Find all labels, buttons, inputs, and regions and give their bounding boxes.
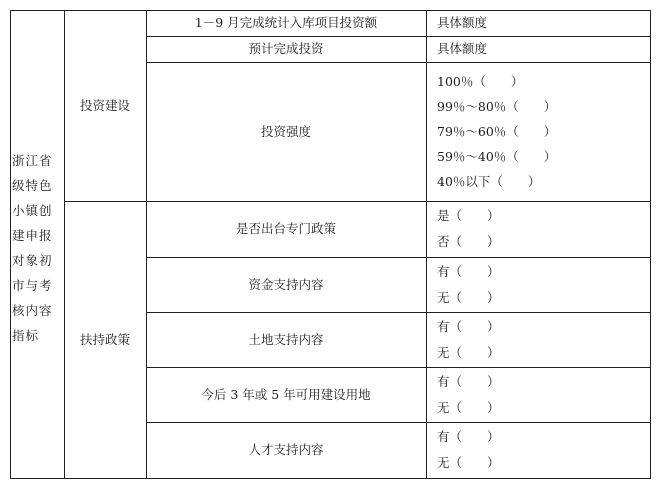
item-option: 99％～80％（ ） — [437, 99, 557, 114]
row-divider — [146, 422, 651, 423]
item-label: 1－9 月完成统计入库项目投资额 — [194, 15, 378, 30]
item-label: 今后 3 年或 5 年可用建设用地 — [201, 387, 371, 402]
item-option: 无（ ） — [437, 290, 500, 305]
item-label: 土地支持内容 — [248, 332, 324, 347]
item-option: 有（ ） — [437, 429, 500, 444]
row-divider — [146, 367, 651, 368]
item-option: 100％（ ） — [437, 74, 524, 89]
item-label: 预计完成投资 — [248, 41, 324, 56]
item-label: 是否出台专门政策 — [235, 221, 337, 236]
row-divider — [146, 257, 651, 258]
column-divider — [426, 10, 427, 479]
item-label: 人才支持内容 — [248, 442, 324, 457]
group-label-policy: 扶持政策 — [79, 332, 131, 347]
item-option: 59％～40％（ ） — [437, 149, 557, 164]
item-option: 79％～60％（ ） — [437, 124, 557, 139]
item-label: 资金支持内容 — [248, 277, 324, 292]
row-divider — [146, 36, 651, 37]
row-divider — [146, 62, 651, 63]
table-border-right — [650, 10, 651, 479]
table-border-left — [10, 10, 11, 479]
column-divider — [64, 10, 65, 479]
item-option: 否（ ） — [437, 234, 500, 249]
table-border-top — [10, 10, 651, 11]
item-option: 有（ ） — [437, 319, 500, 334]
table-border-bottom — [10, 478, 651, 479]
item-option: 40％以下（ ） — [437, 174, 541, 189]
group-label-investment: 投资建设 — [79, 98, 131, 113]
item-option: 无（ ） — [437, 345, 500, 360]
item-option: 具体额度 — [437, 15, 488, 30]
item-option: 无（ ） — [437, 400, 500, 415]
item-option: 具体额度 — [437, 41, 488, 56]
item-option: 是（ ） — [437, 208, 500, 223]
item-label: 投资强度 — [260, 124, 312, 139]
item-option: 无（ ） — [437, 455, 500, 470]
item-option: 有（ ） — [437, 264, 500, 279]
row-header-label: 浙江省级特色小镇创建申报对象初市与考核内容指标 — [12, 153, 53, 343]
row-divider — [146, 312, 651, 313]
group-divider — [64, 201, 651, 202]
column-divider — [146, 10, 147, 479]
item-option: 有（ ） — [437, 374, 500, 389]
